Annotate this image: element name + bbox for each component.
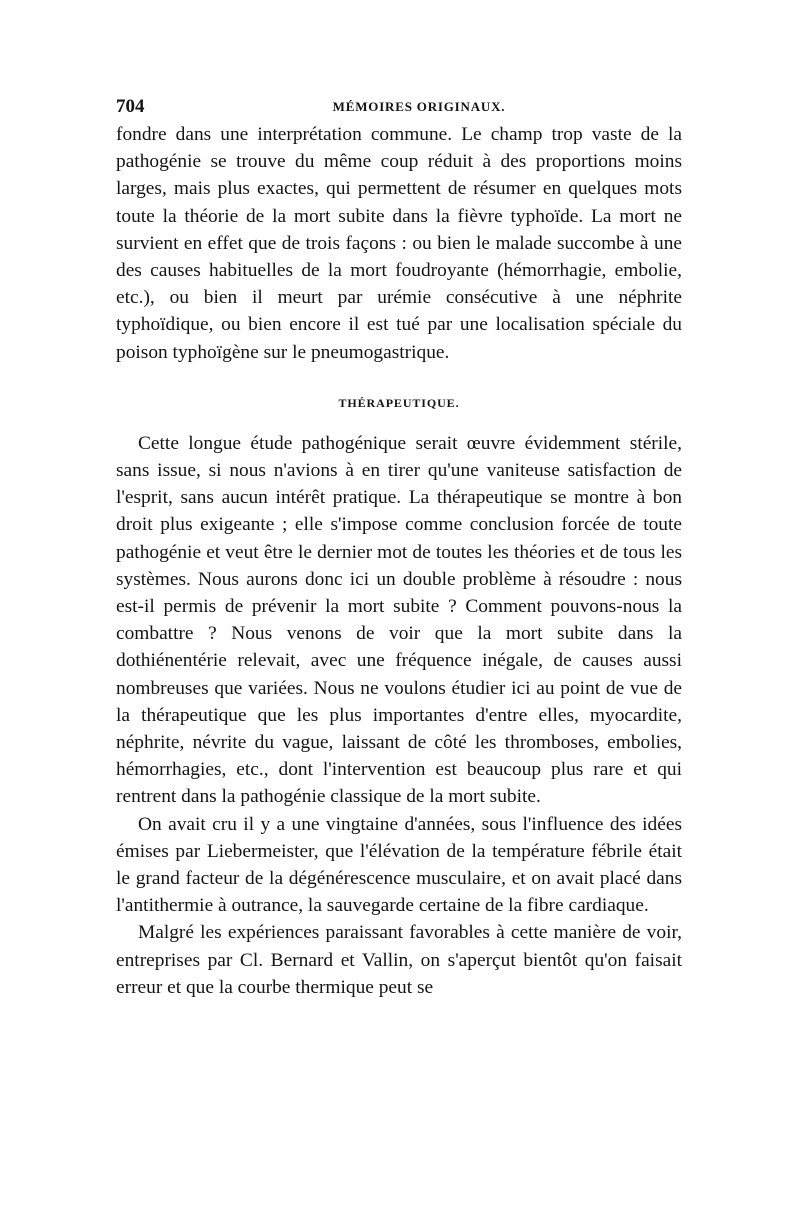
paragraph-therapeutique-intro: Cette longue étude pathogénique serait œuvre évidemment stérile, sans issue, si nous n'avions à en tirer qu'une vaniteuse satisfaction de l'esprit, sans aucun intérêt pratique. La thérapeutique se montre à bon droit plus exigeante ; elle s'impose comme conclusion forcée de toute pathogénie et veut être le dernier mot de toutes les théories et de tous les systèmes. Nous aurons donc ici un double problème à résoudre : nous est-il permis de prévenir la mort subite ? Comment pouvons-nous la combattre ? Nous venons de voir que la mort subite dans la dothiénentérie relevait, avec une fréquence inégale, de causes aussi nombreuses que variées. Nous ne voulons étudier ici au point de vue de la thérapeutique que les plus importantes d'entre elles, myocardite, néphrite, névrite du vague, laissant de côté les thromboses, embolies, hémorrhagies, etc., dont l'intervention est beaucoup plus rare et qui rentrent dans la pathogénie classique de la mort subite. (116, 432, 682, 808)
section-title: THÉRAPEUTIQUE. (338, 395, 460, 410)
body-text (116, 121, 682, 1001)
paragraph-bernard-vallin: Malgré les expériences paraissant favorables à cette manière de voir, entreprises par Cl. Bernard et Vallin, on s'aperçut bientôt qu'on faisait erreur et que la courbe thermique peut se (116, 922, 682, 998)
running-title: MÉMOIRES ORIGINAUX. (332, 99, 506, 114)
paragraph-liebermeister: On avait cru il y a une vingtaine d'années, sous l'influence des idées émises par Liebermeister, que l'élévation de la température fébrile était le grand facteur de la dégénérescence musculaire, et on avait placé dans l'antithermie à outrance, la sauvegarde certaine de la fibre cardiaque. (116, 813, 682, 917)
running-head (116, 95, 682, 119)
book-page (116, 95, 682, 1001)
paragraph-continuation: fondre dans une interprétation commune. Le champ trop vaste de la pathogénie se trouve du même coup réduit à des proportions moins larges, mais plus exactes, qui permettent de résumer en quelques mots toute la théorie de la mort subite dans la fièvre typhoïde. La mort ne survient en effet que de trois façons : ou bien le malade succombe à une des causes habituelles de la mort foudroyante (hémorrhagie, embolie, etc.), ou bien il meurt par urémie consécutive à une néphrite typhoïdique, ou bien encore il est tué par une localisation spéciale du poison typhoïgène sur le pneumogastrique. (116, 124, 682, 363)
page-number: 704 (116, 96, 145, 117)
